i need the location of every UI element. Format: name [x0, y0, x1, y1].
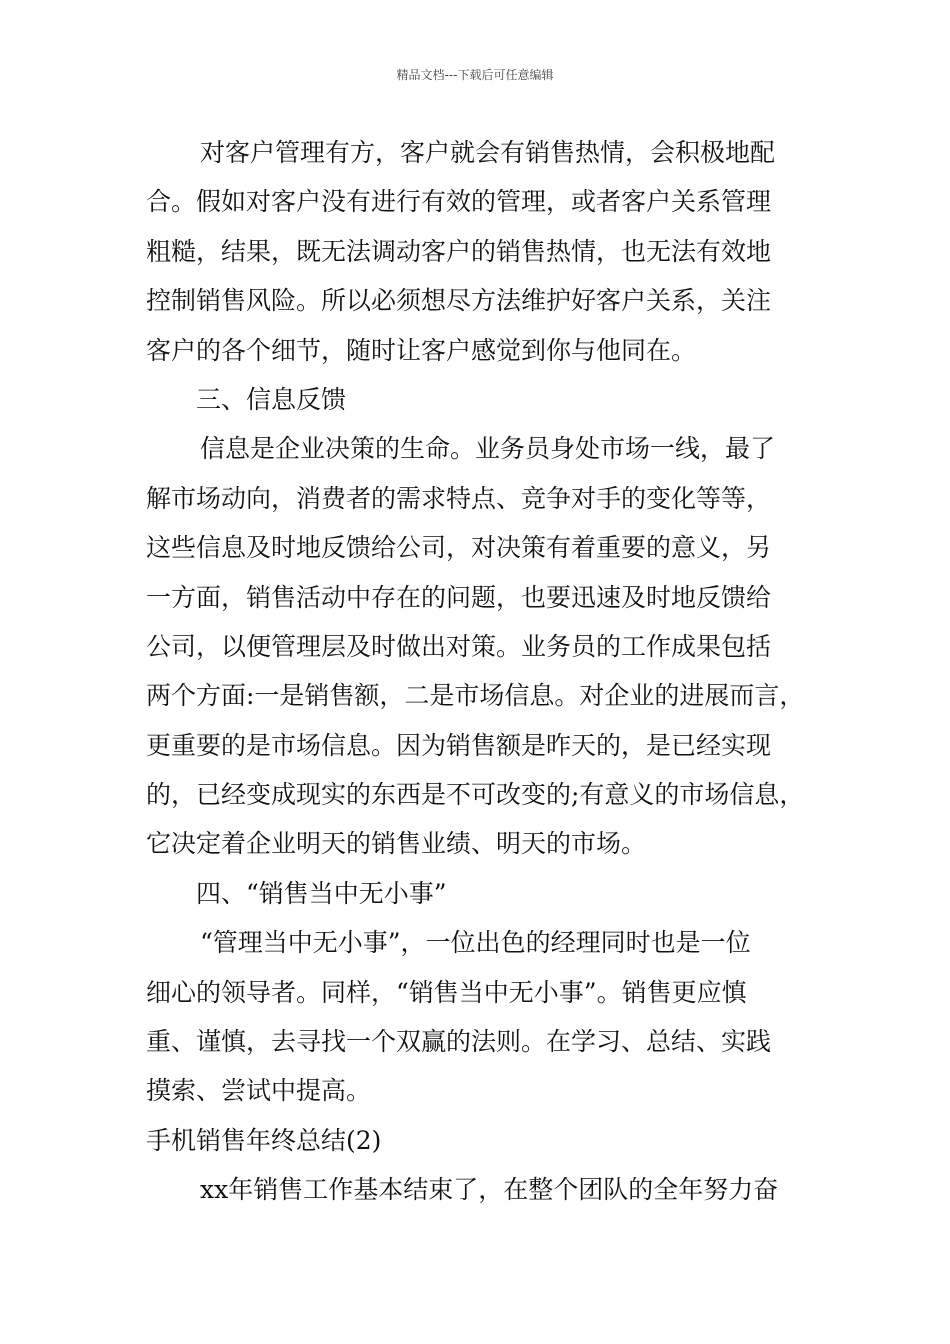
text-line: xx年销售工作基本结束了，在整个团队的全年努力奋: [200, 1175, 779, 1205]
page-header: 精品文档---下载后可任意编辑: [396, 68, 554, 82]
text-line: 更重要的是市场信息。因为销售额是昨天的，是已经实现: [146, 730, 772, 760]
text-line: 粗糙，结果，既无法调动客户的销售热情，也无法有效地: [146, 236, 772, 266]
text-line: 三、信息反馈: [196, 384, 347, 414]
text-line: 它决定着企业明天的销售业绩、明天的市场。: [146, 829, 647, 859]
text-line: 重、谨慎，去寻找一个双赢的法则。在学习、总结、实践: [146, 1027, 772, 1057]
text-line: 手机销售年终总结(2): [146, 1125, 382, 1155]
text-line: 细心的领导者。同样，“销售当中无小事”。销售更应慎: [146, 977, 747, 1007]
text-line: 这些信息及时地反馈给公司，对决策有着重要的意义，另: [146, 533, 772, 563]
text-line: 解市场动向，消费者的需求特点、竞争对手的变化等等，: [146, 483, 772, 513]
text-line: 摸索、尝试中提高。: [146, 1076, 372, 1106]
text-line: 合。假如对客户没有进行有效的管理，或者客户关系管理: [146, 187, 772, 217]
text-line: 信息是企业决策的生命。业务员身处市场一线，最了: [200, 434, 776, 464]
text-line: 一方面，销售活动中存在的问题，也要迅速及时地反馈给: [146, 582, 772, 612]
text-line: 的，已经变成现实的东西是不可改变的;有意义的市场信息，: [146, 780, 805, 810]
text-line: 两个方面:一是销售额，二是市场信息。对企业的进展而言，: [146, 681, 805, 711]
text-line: 四、“销售当中无小事”: [196, 878, 447, 908]
text-line: “管理当中无小事”，一位出色的经理同时也是一位: [200, 928, 751, 958]
text-line: 公司，以便管理层及时做出对策。业务员的工作成果包括: [146, 631, 772, 661]
text-line: 控制销售风险。所以必须想尽方法维护好客户关系，关注: [146, 286, 772, 316]
document-body: [146, 128, 810, 1215]
text-line: 客户的各个细节，随时让客户感觉到你与他同在。: [146, 335, 697, 365]
text-line: 对客户管理有方，客户就会有销售热情，会积极地配: [200, 138, 776, 167]
